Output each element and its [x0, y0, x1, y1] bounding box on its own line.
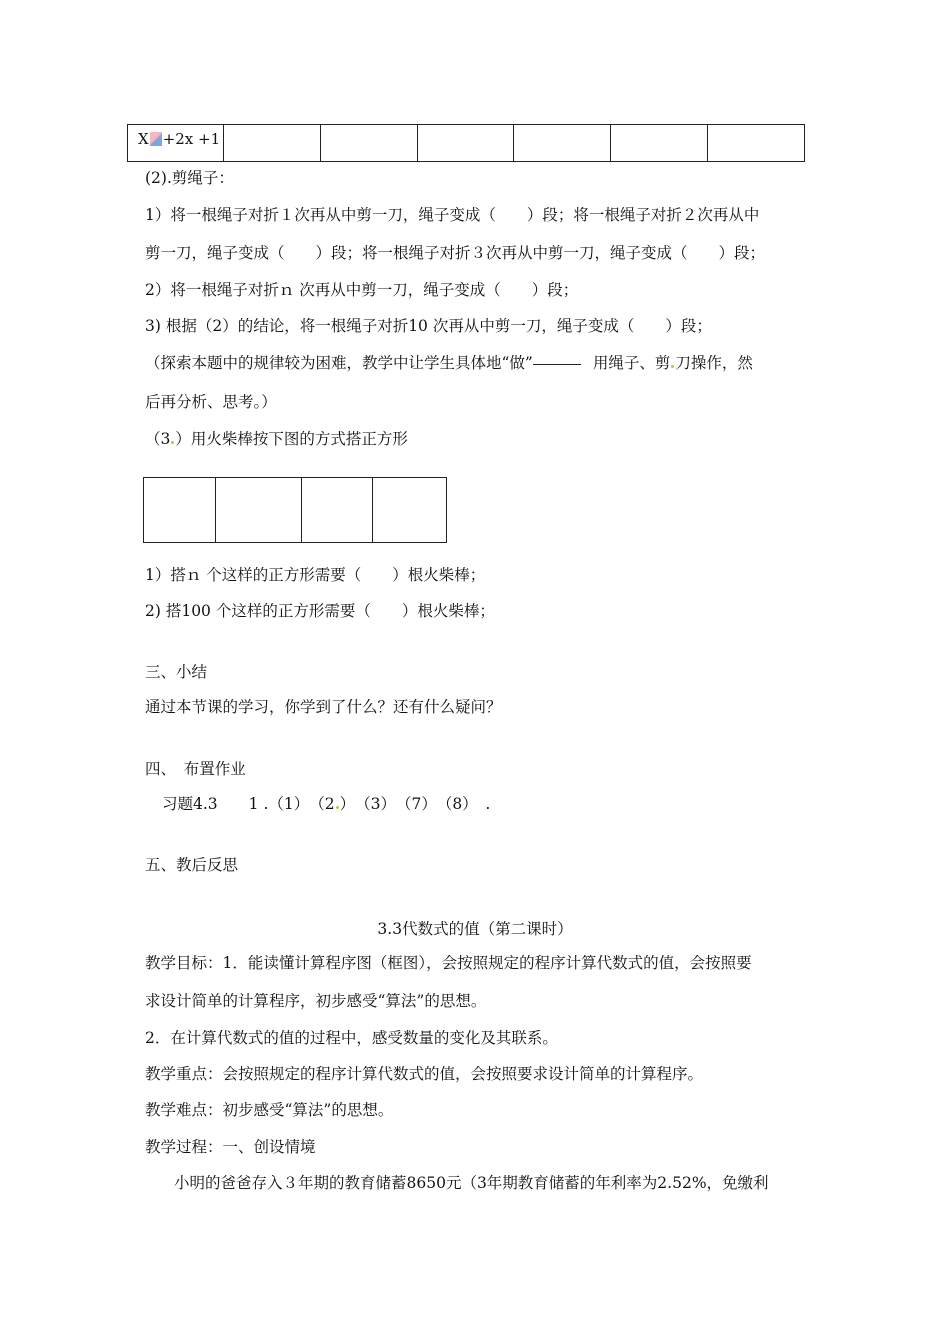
matches-heading [145, 429, 408, 449]
square-divider [372, 478, 373, 542]
table-cell [417, 125, 514, 162]
difficulty: 教学难点：初步感受“算法”的思想。 [145, 1101, 394, 1119]
process-heading: 教学过程：一、创设情境 [145, 1138, 316, 1156]
note-part-3: 刀操作，然 [675, 354, 753, 372]
rope-note-line-2: 后再分析、思考。） [145, 393, 277, 411]
mark-dot [336, 806, 339, 809]
homework-text-part-1: 习题4.3 1 .（1） （2 [162, 795, 335, 813]
note-part-2: 用绳子、剪 [592, 354, 671, 372]
homework-heading: 四、 布置作业 [145, 760, 246, 778]
mark-dot [171, 441, 174, 444]
homework-text [162, 794, 490, 814]
expression-cell [128, 125, 224, 162]
table-cell [708, 125, 805, 162]
rope-question-3: 3) 根据（2）的结论，将一根绳子对折10 次再从中剪一刀，绳子变成（ ）段； [145, 317, 712, 335]
summary-heading: 三、小结 [145, 663, 208, 681]
table-cell [320, 125, 417, 162]
blank-line [533, 364, 581, 365]
homework-text-part-2: ） （3） （7） （8） . [339, 795, 491, 813]
expression-table [127, 124, 805, 162]
table-row [128, 125, 805, 162]
expr-suffix: +2x +1 [162, 130, 221, 148]
matches-question-1: 1）搭ｎ 个这样的正方形需要（ ）根火柴棒； [145, 566, 486, 584]
matches-heading-part-2: ）用火柴棒按下图的方式搭正方形 [175, 430, 408, 448]
expr-prefix: X [138, 130, 149, 148]
rope-question-2: 2）将一根绳子对折ｎ 次再从中剪一刀，绳子变成（ ）段； [145, 281, 579, 299]
key-point: 教学重点：会按照规定的程序计算代数式的值，会按照要求设计简单的计算程序。 [145, 1065, 704, 1083]
rope-heading: (2).剪绳子： [145, 169, 234, 187]
rope-question-1-line-1: 1）将一根绳子对折１次再从中剪一刀，绳子变成（ ）段；将一根绳子对折２次再从中 [145, 206, 760, 224]
rope-note-line-1 [145, 353, 753, 373]
teaching-goal-2: 2．在计算代数式的值的过程中，感受数量的变化及其联系。 [145, 1029, 558, 1047]
table-cell [514, 125, 611, 162]
summary-text: 通过本节课的学习，你学到了什么？还有什么疑问？ [145, 698, 502, 716]
reflection-heading: 五、教后反思 [145, 856, 239, 874]
teaching-goal-line-1: 教学目标：1．能读懂计算程序图（框图），会按照规定的程序计算代数式的值，会按照要 [145, 954, 752, 972]
table-cell [224, 125, 321, 162]
table-cell [611, 125, 708, 162]
teaching-goal-line-2: 求设计简单的计算程序，初步感受“算法”的思想。 [145, 992, 487, 1010]
matches-heading-part-1: （3 [145, 430, 171, 448]
square-exponent-image [150, 132, 162, 146]
lesson-title: 3.3代数式的值（第二课时） [377, 920, 573, 938]
story-text: 小明的爸爸存入３年期的教育储蓄8650元（3年期教育储蓄的年利率为2.52%，免缴利 [174, 1174, 769, 1192]
square-divider [215, 478, 216, 542]
rope-question-1-line-2: 剪一刀，绳子变成（ ）段；将一根绳子对折３次再从中剪一刀，绳子变成（ ）段； [145, 244, 766, 262]
square-divider [301, 478, 302, 542]
mark-dot [671, 365, 674, 368]
note-part-1: （探索本题中的规律较为困难，教学中让学生具体地“做” [145, 354, 533, 372]
matchstick-squares-figure [143, 477, 447, 543]
matches-question-2: 2) 搭100 个这样的正方形需要（ ）根火柴棒； [145, 602, 495, 620]
